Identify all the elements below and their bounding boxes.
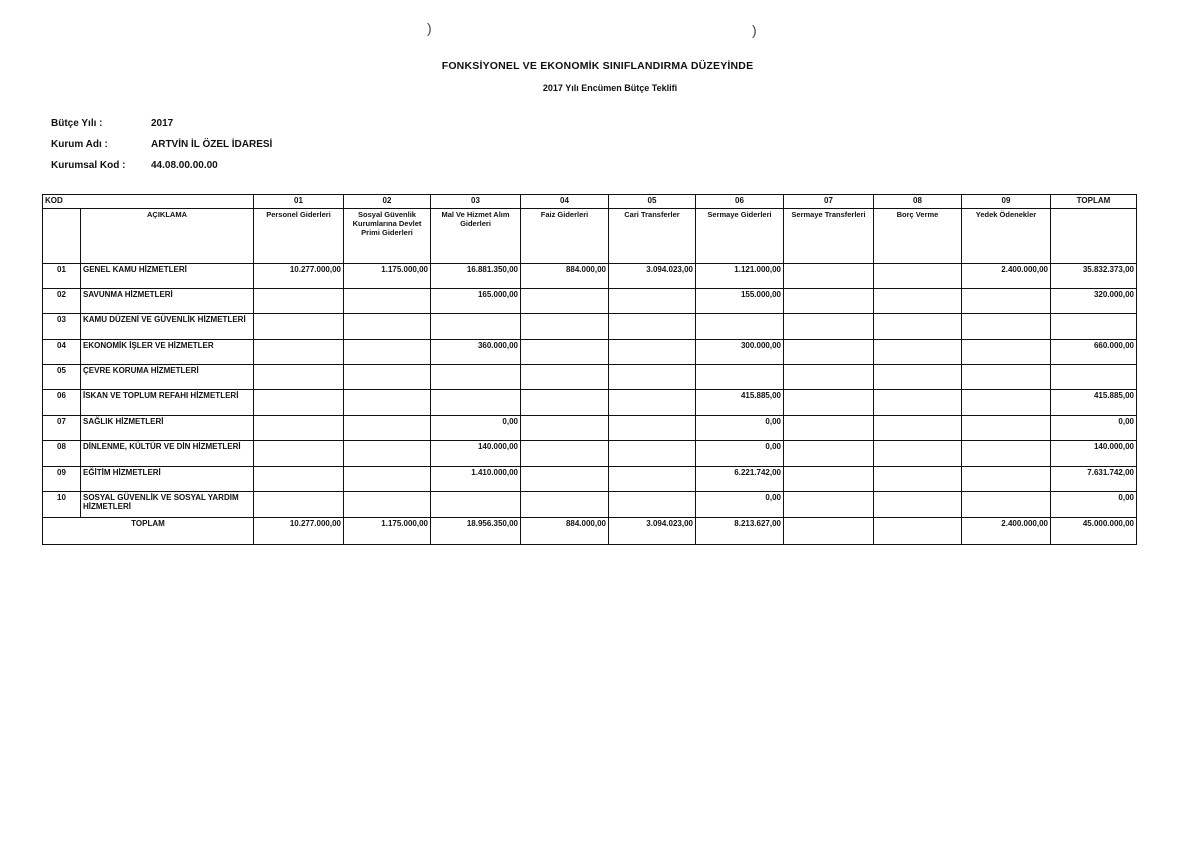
amount-cell xyxy=(962,492,1051,518)
amount-cell: 1.410.000,00 xyxy=(431,467,521,492)
row-total-cell xyxy=(1051,365,1137,390)
column-name: Cari Transferler xyxy=(609,209,696,264)
amount-cell xyxy=(609,441,696,467)
row-description: ÇEVRE KORUMA HİZMETLERİ xyxy=(81,365,254,390)
row-total-cell: 0,00 xyxy=(1051,416,1137,441)
amount-cell: 0,00 xyxy=(696,416,784,441)
column-name: Mal Ve Hizmet Alım Giderleri xyxy=(431,209,521,264)
amount-cell xyxy=(521,441,609,467)
meta-label: Kurum Adı : xyxy=(51,139,108,150)
column-code: 04 xyxy=(521,195,609,209)
meta-row-code xyxy=(51,160,272,181)
amount-cell xyxy=(962,390,1051,416)
row-description: GENEL KAMU HİZMETLERİ xyxy=(81,264,254,289)
amount-cell xyxy=(874,365,962,390)
amount-cell xyxy=(874,390,962,416)
amount-cell xyxy=(962,441,1051,467)
meta-row-budget-year xyxy=(51,118,272,139)
amount-cell xyxy=(344,365,431,390)
column-code: 08 xyxy=(874,195,962,209)
meta-row-institution xyxy=(51,139,272,160)
amount-cell xyxy=(254,441,344,467)
total-header: TOPLAM xyxy=(1051,195,1137,209)
amount-cell: 360.000,00 xyxy=(431,340,521,365)
row-code: 05 xyxy=(43,365,81,390)
amount-cell xyxy=(254,314,344,340)
amount-cell xyxy=(609,314,696,340)
meta-value: 2017 xyxy=(151,118,174,129)
meta-value: ARTVİN İL ÖZEL İDARESİ xyxy=(151,139,273,150)
amount-cell xyxy=(784,314,874,340)
column-name: Yedek Ödenekler xyxy=(962,209,1051,264)
total-amount-cell: 18.956.350,00 xyxy=(431,518,521,545)
amount-cell xyxy=(521,492,609,518)
column-code: 05 xyxy=(609,195,696,209)
amount-cell: 2.400.000,00 xyxy=(962,264,1051,289)
amount-cell xyxy=(254,467,344,492)
kod-header: KOD xyxy=(43,195,254,209)
amount-cell xyxy=(874,416,962,441)
amount-cell: 0,00 xyxy=(696,492,784,518)
amount-cell xyxy=(254,340,344,365)
row-code: 06 xyxy=(43,390,81,416)
amount-cell xyxy=(344,492,431,518)
amount-cell: 1.121.000,00 xyxy=(696,264,784,289)
amount-cell xyxy=(784,416,874,441)
row-total-cell: 35.832.373,00 xyxy=(1051,264,1137,289)
amount-cell xyxy=(784,289,874,314)
amount-cell xyxy=(784,365,874,390)
amount-cell xyxy=(962,416,1051,441)
amount-cell xyxy=(521,340,609,365)
row-description: SAVUNMA HİZMETLERİ xyxy=(81,289,254,314)
amount-cell xyxy=(254,416,344,441)
empty-cell xyxy=(1051,209,1137,264)
description-header: AÇIKLAMA xyxy=(81,209,254,264)
amount-cell xyxy=(784,492,874,518)
column-code: 01 xyxy=(254,195,344,209)
column-name: Sosyal Güvenlik Kurumlarına Devlet Primi Giderleri xyxy=(344,209,431,264)
amount-cell xyxy=(431,365,521,390)
amount-cell xyxy=(874,264,962,289)
table-row xyxy=(43,340,1137,365)
amount-cell xyxy=(521,416,609,441)
amount-cell xyxy=(521,467,609,492)
amount-cell xyxy=(431,492,521,518)
amount-cell: 16.881.350,00 xyxy=(431,264,521,289)
column-code: 02 xyxy=(344,195,431,209)
amount-cell xyxy=(431,314,521,340)
amount-cell xyxy=(609,340,696,365)
amount-cell xyxy=(344,340,431,365)
amount-cell: 140.000,00 xyxy=(431,441,521,467)
total-amount-cell xyxy=(784,518,874,545)
row-description: EKONOMİK İŞLER VE HİZMETLER xyxy=(81,340,254,365)
amount-cell xyxy=(784,467,874,492)
row-total-cell xyxy=(1051,314,1137,340)
row-total-cell: 415.885,00 xyxy=(1051,390,1137,416)
document-title: FONKSİYONEL VE EKONOMİK SINIFLANDIRMA DÜZEYİNDE xyxy=(441,60,754,72)
meta-label: Bütçe Yılı : xyxy=(51,118,103,129)
meta-info xyxy=(51,118,272,181)
amount-cell: 0,00 xyxy=(431,416,521,441)
amount-cell xyxy=(609,467,696,492)
total-amount-cell: 1.175.000,00 xyxy=(344,518,431,545)
meta-value: 44.08.00.00.00 xyxy=(151,160,218,171)
document-subtitle: 2017 Yılı Encümen Bütçe Teklifi xyxy=(542,83,678,93)
amount-cell xyxy=(521,289,609,314)
column-code: 03 xyxy=(431,195,521,209)
table-row xyxy=(43,390,1137,416)
row-code: 01 xyxy=(43,264,81,289)
total-amount-cell: 10.277.000,00 xyxy=(254,518,344,545)
row-description: KAMU DÜZENİ VE GÜVENLİK HİZMETLERİ xyxy=(81,314,254,340)
total-label: TOPLAM xyxy=(43,518,254,545)
amount-cell xyxy=(254,492,344,518)
row-code: 04 xyxy=(43,340,81,365)
row-code: 09 xyxy=(43,467,81,492)
amount-cell xyxy=(696,365,784,390)
empty-cell xyxy=(43,209,81,264)
table-row xyxy=(43,441,1137,467)
row-description: DİNLENME, KÜLTÜR VE DİN HİZMETLERİ xyxy=(81,441,254,467)
column-name: Sermaye Transferleri xyxy=(784,209,874,264)
row-code: 07 xyxy=(43,416,81,441)
table-row xyxy=(43,467,1137,492)
total-amount-cell: 3.094.023,00 xyxy=(609,518,696,545)
row-code: 02 xyxy=(43,289,81,314)
amount-cell xyxy=(962,365,1051,390)
amount-cell xyxy=(784,264,874,289)
amount-cell xyxy=(521,390,609,416)
amount-cell xyxy=(609,390,696,416)
amount-cell xyxy=(609,289,696,314)
row-description: SAĞLIK HİZMETLERİ xyxy=(81,416,254,441)
corner-mark-left: ) xyxy=(427,20,432,36)
total-amount-cell: 884.000,00 xyxy=(521,518,609,545)
amount-cell xyxy=(254,289,344,314)
amount-cell: 165.000,00 xyxy=(431,289,521,314)
row-total-cell: 660.000,00 xyxy=(1051,340,1137,365)
row-total-cell: 320.000,00 xyxy=(1051,289,1137,314)
amount-cell xyxy=(344,314,431,340)
total-amount-cell: 8.213.627,00 xyxy=(696,518,784,545)
table-row xyxy=(43,365,1137,390)
amount-cell xyxy=(874,340,962,365)
amount-cell xyxy=(962,340,1051,365)
column-name: Personel Giderleri xyxy=(254,209,344,264)
amount-cell xyxy=(696,314,784,340)
amount-cell: 155.000,00 xyxy=(696,289,784,314)
amount-cell xyxy=(784,441,874,467)
table-row xyxy=(43,264,1137,289)
grand-total-cell: 45.000.000,00 xyxy=(1051,518,1137,545)
column-name: Faiz Giderleri xyxy=(521,209,609,264)
amount-cell: 0,00 xyxy=(696,441,784,467)
amount-cell xyxy=(962,289,1051,314)
amount-cell xyxy=(344,416,431,441)
row-description: EĞİTİM HİZMETLERİ xyxy=(81,467,254,492)
amount-cell xyxy=(344,441,431,467)
table-row xyxy=(43,314,1137,340)
row-description: SOSYAL GÜVENLİK VE SOSYAL YARDIM HİZMETLERİ xyxy=(81,492,254,518)
amount-cell xyxy=(431,390,521,416)
column-code: 09 xyxy=(962,195,1051,209)
amount-cell xyxy=(344,289,431,314)
row-total-cell: 140.000,00 xyxy=(1051,441,1137,467)
amount-cell xyxy=(254,365,344,390)
column-code: 07 xyxy=(784,195,874,209)
row-code: 08 xyxy=(43,441,81,467)
amount-cell xyxy=(344,467,431,492)
amount-cell xyxy=(609,365,696,390)
table-row xyxy=(43,289,1137,314)
amount-cell xyxy=(521,365,609,390)
amount-cell: 6.221.742,00 xyxy=(696,467,784,492)
amount-cell xyxy=(962,467,1051,492)
row-description: İSKAN VE TOPLUM REFAHI HİZMETLERİ xyxy=(81,390,254,416)
amount-cell xyxy=(874,492,962,518)
amount-cell xyxy=(609,416,696,441)
total-row xyxy=(43,518,1137,545)
header-code-row xyxy=(43,195,1137,209)
amount-cell xyxy=(521,314,609,340)
total-amount-cell xyxy=(874,518,962,545)
row-code: 10 xyxy=(43,492,81,518)
amount-cell: 1.175.000,00 xyxy=(344,264,431,289)
amount-cell xyxy=(962,314,1051,340)
row-total-cell: 0,00 xyxy=(1051,492,1137,518)
meta-label: Kurumsal Kod : xyxy=(51,160,126,171)
budget-table xyxy=(42,194,1137,545)
amount-cell xyxy=(874,467,962,492)
header-name-row xyxy=(43,209,1137,264)
row-total-cell: 7.631.742,00 xyxy=(1051,467,1137,492)
column-name: Sermaye Giderleri xyxy=(696,209,784,264)
amount-cell xyxy=(874,441,962,467)
amount-cell xyxy=(874,289,962,314)
amount-cell xyxy=(254,390,344,416)
amount-cell xyxy=(784,390,874,416)
amount-cell: 884.000,00 xyxy=(521,264,609,289)
corner-mark-right: ) xyxy=(752,22,757,38)
table-row xyxy=(43,416,1137,441)
column-code: 06 xyxy=(696,195,784,209)
amount-cell xyxy=(609,492,696,518)
amount-cell xyxy=(874,314,962,340)
amount-cell xyxy=(344,390,431,416)
table-row xyxy=(43,492,1137,518)
amount-cell: 3.094.023,00 xyxy=(609,264,696,289)
amount-cell: 10.277.000,00 xyxy=(254,264,344,289)
amount-cell: 415.885,00 xyxy=(696,390,784,416)
row-code: 03 xyxy=(43,314,81,340)
amount-cell: 300.000,00 xyxy=(696,340,784,365)
total-amount-cell: 2.400.000,00 xyxy=(962,518,1051,545)
amount-cell xyxy=(784,340,874,365)
column-name: Borç Verme xyxy=(874,209,962,264)
